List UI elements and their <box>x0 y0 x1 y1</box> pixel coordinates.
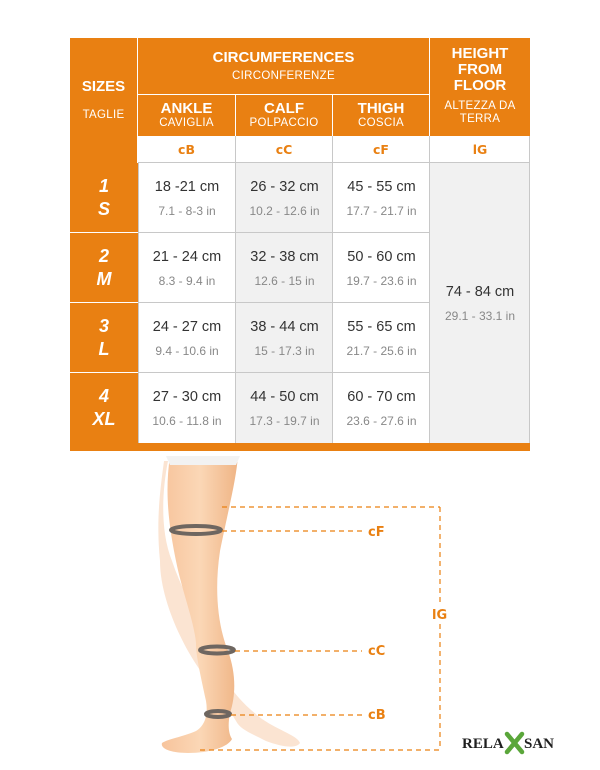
cell-m-calf: 32 - 38 cm 12.6 - 15 in <box>236 233 333 303</box>
column-header-calf-it: POLPACCIO <box>249 117 319 129</box>
cell-m-ankle: 21 - 24 cm 8.3 - 9.4 in <box>138 233 236 303</box>
grid-line <box>529 136 530 443</box>
sizes-header <box>70 38 138 163</box>
cell-m-thigh: 50 - 60 cm 19.7 - 23.6 in <box>333 233 430 303</box>
column-header-calf-en: CALF <box>264 100 304 117</box>
table-bottom-bar <box>70 443 530 451</box>
logo-text-left: RELA <box>462 736 504 752</box>
cell-height-all-sizes: 74 - 84 cm 29.1 - 33.1 in <box>430 163 530 443</box>
size-label-xl: 4 XL <box>70 373 138 443</box>
cell-l-thigh: 55 - 65 cm 21.7 - 25.6 in <box>333 303 430 373</box>
ankle-label: cB <box>368 708 386 723</box>
height-label: lG <box>432 608 448 623</box>
abbr-ankle: cB <box>138 136 235 162</box>
sizes-header-en: SIZES <box>81 78 126 95</box>
circumferences-header <box>138 38 430 95</box>
size-label-s: 1 S <box>70 163 138 233</box>
column-header-ankle <box>138 95 236 136</box>
cell-s-ankle: 18 -21 cm 7.1 - 8-3 in <box>138 163 236 233</box>
height-header-en: HEIGHT FROM FLOOR <box>451 45 509 94</box>
height-header <box>430 38 530 136</box>
relaxsan-logo <box>462 734 554 752</box>
grid-line <box>138 302 430 303</box>
abbr-height: lG <box>431 136 529 162</box>
grid-line <box>138 162 530 163</box>
grid-line <box>138 372 430 373</box>
column-header-ankle-it: CAVIGLIA <box>159 117 214 129</box>
column-header-calf <box>236 95 333 136</box>
circumferences-header-it: CIRCONFERENZE <box>232 69 335 82</box>
grid-line <box>138 232 430 233</box>
column-header-ankle-en: ANKLE <box>160 100 213 117</box>
grid-line <box>429 136 430 443</box>
size-label-l: 3 L <box>70 303 138 373</box>
cell-l-calf: 38 - 44 cm 15 - 17.3 in <box>236 303 333 373</box>
leg-measurement-diagram <box>0 451 600 770</box>
grid-line <box>332 136 333 443</box>
cell-xl-thigh: 60 - 70 cm 23.6 - 27.6 in <box>333 373 430 443</box>
calf-label: cC <box>368 644 386 659</box>
column-header-thigh <box>333 95 430 136</box>
cell-s-thigh: 45 - 55 cm 17.7 - 21.7 in <box>333 163 430 233</box>
circumferences-header-en: CIRCUMFERENCES <box>212 48 355 66</box>
cell-xl-calf: 44 - 50 cm 17.3 - 19.7 in <box>236 373 333 443</box>
column-header-thigh-en: THIGH <box>357 100 405 117</box>
abbr-thigh: cF <box>333 136 429 162</box>
grid-line <box>235 136 236 443</box>
column-header-thigh-it: COSCIA <box>358 117 404 129</box>
size-label-m: 2 M <box>70 233 138 303</box>
cell-xl-ankle: 27 - 30 cm 10.6 - 11.8 in <box>138 373 236 443</box>
height-header-it: ALTEZZA DA TERRA <box>444 100 516 125</box>
logo-x-icon <box>507 734 522 752</box>
size-chart-table <box>70 38 530 451</box>
sizes-header-it: TAGLIE <box>82 109 125 121</box>
cell-l-ankle: 24 - 27 cm 9.4 - 10.6 in <box>138 303 236 373</box>
cell-s-calf: 26 - 32 cm 10.2 - 12.6 in <box>236 163 333 233</box>
shorts-hint <box>166 456 240 465</box>
logo-text-right: SAN <box>524 736 555 752</box>
thigh-label: cF <box>368 525 385 540</box>
abbr-calf: cC <box>236 136 332 162</box>
